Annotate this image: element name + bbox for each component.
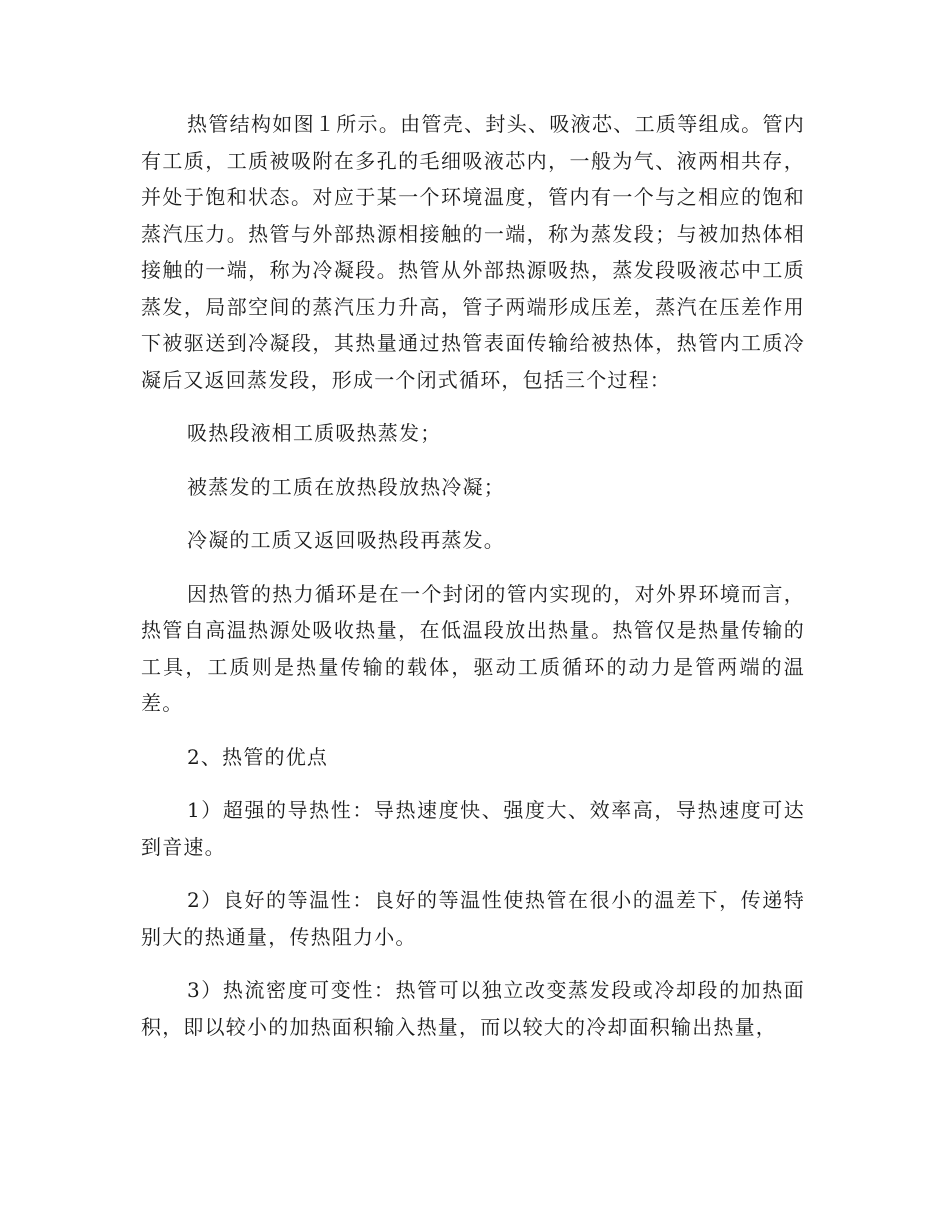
paragraph-advantage-3: 3）热流密度可变性：热管可以独立改变蒸发段或冷却段的加热面积，即以较小的加热面积输入热量，而以较大的冷却面积输出热量， — [141, 978, 805, 1039]
paragraph-process-step-1: 吸热段液相工质吸热蒸发； — [187, 421, 442, 445]
paragraph-process-step-3: 冷凝的工质又返回吸热段再蒸发。 — [187, 528, 505, 552]
document-body — [141, 106, 805, 1062]
paragraph-process-step-2: 被蒸发的工质在放热段放热冷凝； — [187, 474, 505, 499]
paragraph-thermal-cycle: 因热管的热力循环是在一个封闭的管内实现的，对外界环境而言，热管自高温热源处吸收热量，在低温段放出热量。热管仅是热量传输的工具，工质则是热量传输的载体，驱动工质循环的动力是管两端的温差。 — [141, 581, 805, 715]
paragraph-advantage-1: 1）超强的导热性：导热速度快、强度大、效率高，导热速度可达到音速。 — [141, 798, 805, 859]
section-heading-advantages: 2、热管的优点 — [187, 744, 329, 769]
paragraph-advantage-2: 2）良好的等温性：良好的等温性使热管在很小的温差下，传递特别大的热通量，传热阻力小。 — [141, 888, 805, 949]
paragraph-heat-pipe-structure: 热管结构如图１所示。由管壳、封头、吸液芯、工质等组成。管内有工质，工质被吸附在多孔的毛细吸液芯内，一般为气、液两相共存，并处于饱和状态。对应于某一个环境温度，管内有一个与之相应的饱和蒸汽压力。热管与外部热源相接触的一端，称为蒸发段；与被加热体相接触的一端，称为冷凝段。热管从外部热源吸热，蒸发段吸液芯中工质蒸发，局部空间的蒸汽压力升高，管子两端形成压差，蒸汽在压差作用下被驱送到冷凝段，其热量通过热管表面传输给被热体，热管内工质冷凝后又返回蒸发段，形成一个闭式循环，包括三个过程： — [141, 112, 805, 392]
